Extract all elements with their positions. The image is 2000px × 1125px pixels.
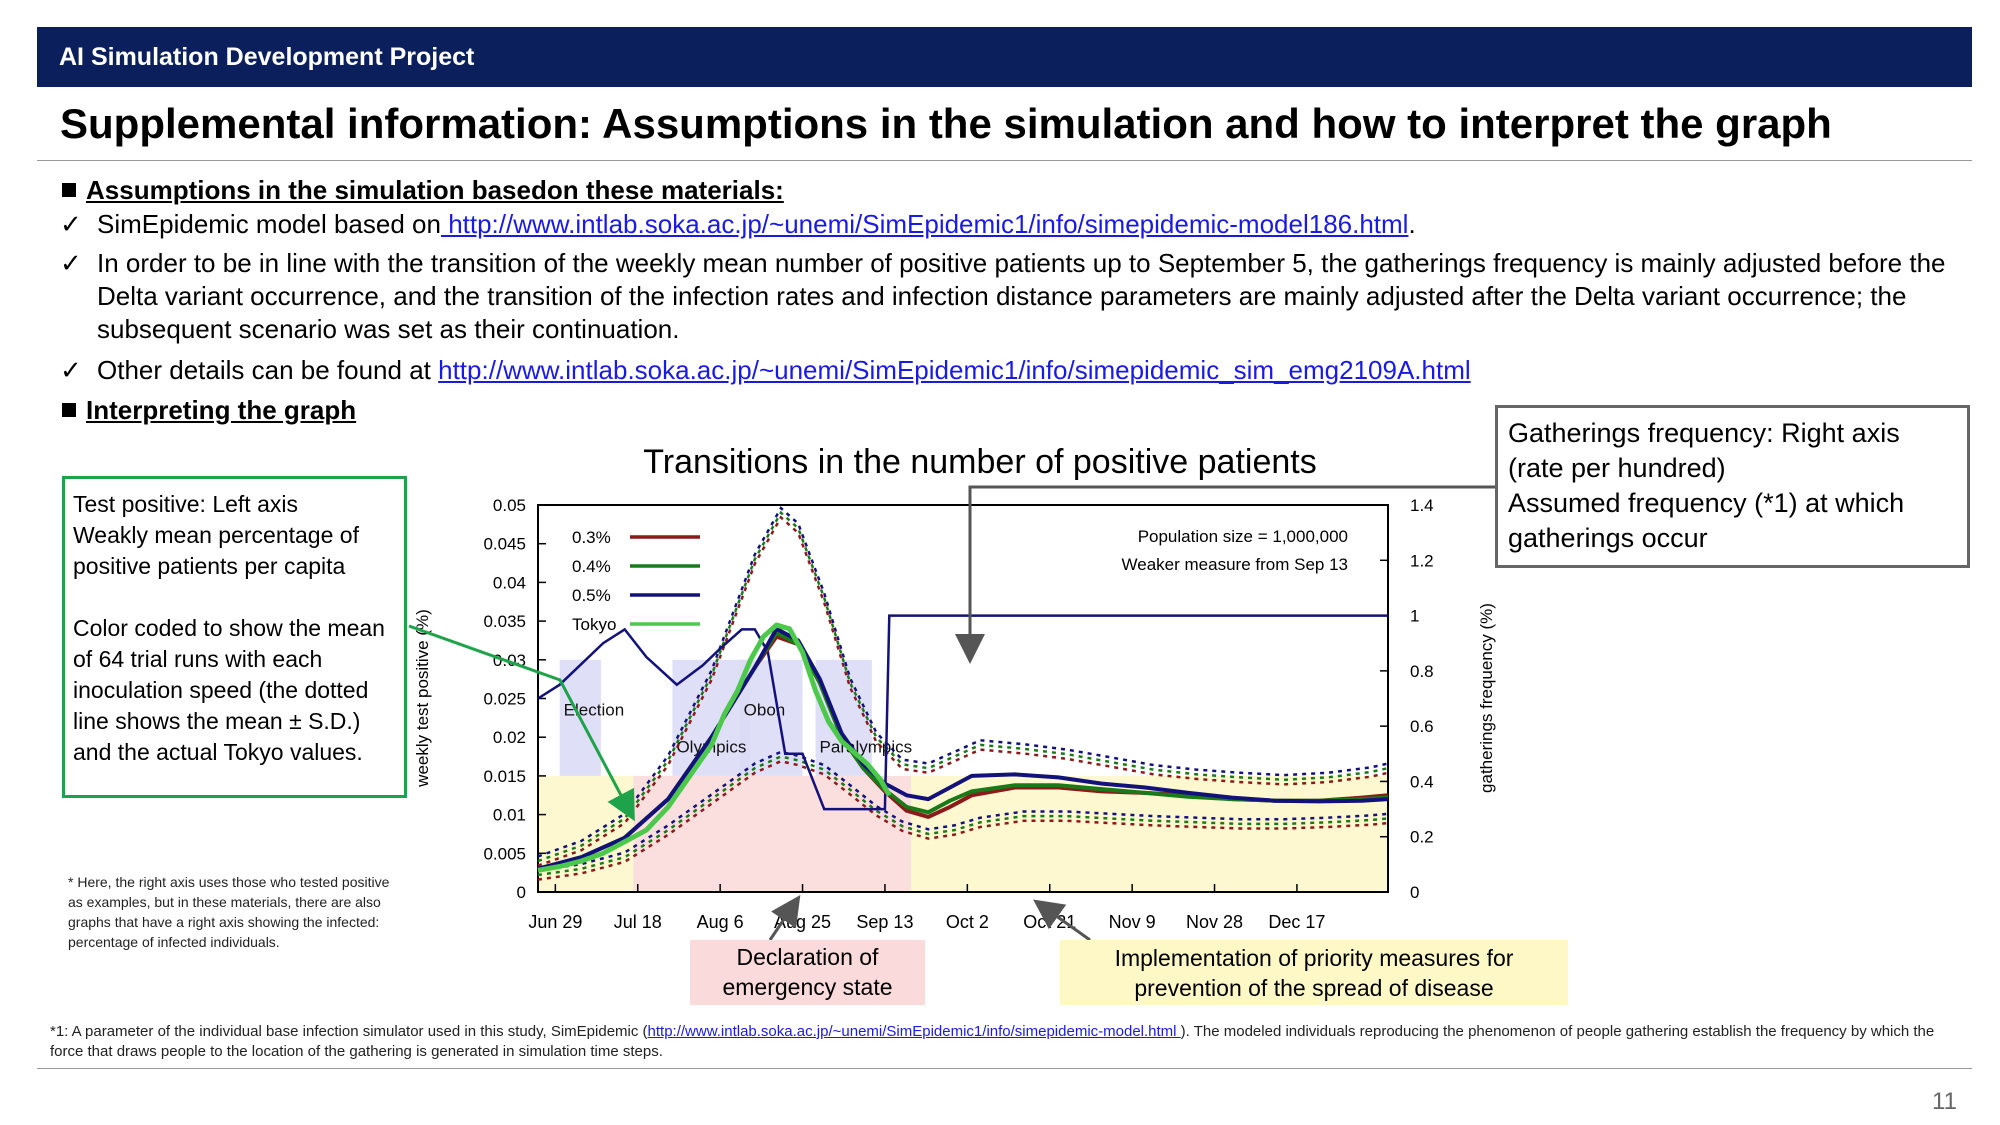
page-title: Supplemental information: Assumptions in the simulation and how to interpret the graph	[60, 100, 1832, 147]
legend-label: 0.4%	[572, 557, 611, 576]
y2-tick-label: 1	[1410, 606, 1420, 626]
y-tick-label: 0.025	[483, 689, 526, 709]
x-tick-label: Nov 28	[1186, 912, 1244, 932]
event-label: Paralympics	[819, 737, 913, 757]
y2-tick-label: 0.8	[1410, 661, 1434, 681]
y2-tick-label: 0.6	[1410, 717, 1434, 737]
x-tick-label: Jul 18	[613, 912, 662, 932]
y-tick-label: 0.005	[483, 844, 526, 864]
x-tick-label: Sep 13	[856, 912, 914, 932]
y-tick-label: 0.05	[492, 496, 526, 515]
check-icon: ✓	[60, 248, 82, 278]
x-tick-label: Aug 25	[774, 912, 832, 932]
x-tick-label: Aug 6	[696, 912, 744, 932]
callout-left-axis	[62, 476, 407, 798]
bullet-details-prefix: Other details can be found at	[97, 355, 439, 385]
footnote-1-link[interactable]: http://www.intlab.soka.ac.jp/~unemi/SimEpidemic1/info/simepidemic-model.html	[647, 1023, 1181, 1040]
footnote-star: * Here, the right axis uses those who tested positive as examples, but in these materials, there are also graphs that have a right axis showing the infected: percentage of infected individuals.	[68, 874, 390, 950]
emergency-state-badge: Declaration of emergency state	[690, 940, 925, 1005]
x-tick-label: Jun 29	[528, 912, 583, 932]
population-annotation: Weaker measure from Sep 13	[1121, 555, 1348, 574]
callout-left-line2: Weakly mean percentage of positive patients per capita	[73, 522, 359, 579]
section-assumptions-label: Assumptions in the simulation basedon these materials:	[86, 175, 784, 205]
footnote-1-suffix: ). The modeled individuals reproducing the phenomenon of people gathering establish the frequency by which the force that draws people to the location of the gathering is generated in simulation time steps.	[50, 1023, 1935, 1060]
y2-tick-label: 0	[1410, 883, 1420, 902]
y2-tick-label: 1.4	[1410, 496, 1434, 515]
y2-axis-label: gatherings frequency (%)	[1477, 603, 1496, 793]
chart-title: Transitions in the number of positive patients	[643, 443, 1317, 481]
y-tick-label: 0.015	[483, 766, 526, 786]
priority-measures-badge: Implementation of priority measures for prevention of the spread of disease	[1060, 940, 1568, 1005]
footnote-1	[50, 1022, 1970, 1062]
callout-right-line2: Assumed frequency (*1) at which gatherings occur	[1508, 488, 1905, 553]
y-tick-label: 0	[516, 883, 526, 902]
y2-tick-label: 1.2	[1410, 551, 1434, 571]
y-tick-label: 0.01	[492, 805, 526, 825]
x-tick-label: Nov 9	[1108, 912, 1156, 932]
y-tick-label: 0.045	[483, 534, 526, 554]
y2-tick-label: 0.2	[1410, 827, 1434, 847]
bullet-adjustment-text: In order to be in line with the transition of the weekly mean number of positive patients up to September 5, the gatherings frequency is mainly adjusted before the Delta variant occurrence, and the transition of the infection rates and infection distance parameters are mainly adjusted after the Delta variant occurrence; the subsequent scenario was set as their continuation.	[97, 248, 1946, 344]
y-tick-label: 0.04	[492, 573, 526, 593]
callout-right-axis	[1495, 405, 1970, 568]
legend-label: 0.3%	[572, 528, 611, 547]
legend-label: Tokyo	[572, 615, 617, 634]
x-tick-label: Dec 17	[1268, 912, 1326, 932]
event-label: Obon	[743, 700, 786, 720]
callout-left-line1: Test positive: Left axis	[73, 491, 298, 517]
population-annotation: Population size = 1,000,000	[1137, 527, 1348, 546]
model-link[interactable]: http://www.intlab.soka.ac.jp/~unemi/SimEpidemic1/info/simepidemic-model186.html	[440, 209, 1409, 239]
y-tick-label: 0.03	[492, 650, 526, 670]
y-tick-label: 0.02	[492, 728, 526, 748]
section-graph-label: Interpreting the graph	[86, 395, 357, 425]
legend-label: 0.5%	[572, 586, 611, 605]
x-tick-label: Oct 2	[945, 912, 989, 932]
check-icon: ✓	[60, 355, 82, 385]
bullet-model-suffix: .	[1408, 209, 1416, 239]
callout-left-line3: Color coded to show the mean of 64 trial runs with each inoculation speed (the dotted line shows the mean ± S.D.) and the actual Tokyo values.	[73, 615, 385, 765]
bottom-divider	[37, 1068, 1972, 1069]
page-number: 11	[1932, 1088, 1957, 1115]
project-name: AI Simulation Development Project	[59, 43, 475, 71]
y-tick-label: 0.035	[483, 612, 526, 632]
footnote-1-prefix: *1: A parameter of the individual base infection simulator used in this study, SimEpidemic (	[50, 1023, 648, 1040]
bullet-model-prefix: SimEpidemic model based on	[97, 209, 441, 239]
details-link[interactable]: http://www.intlab.soka.ac.jp/~unemi/SimEpidemic1/info/simepidemic_sim_emg2109A.html	[438, 355, 1471, 385]
event-label: Election	[563, 700, 625, 720]
check-icon: ✓	[60, 209, 82, 239]
callout-right-line1: Gatherings frequency: Right axis (rate per hundred)	[1508, 418, 1900, 483]
y2-tick-label: 0.4	[1410, 772, 1434, 792]
event-label: Olympics	[676, 737, 747, 757]
y-axis-label: weekly test positive (%)	[413, 609, 432, 787]
x-tick-label: Oct 21	[1023, 912, 1077, 932]
